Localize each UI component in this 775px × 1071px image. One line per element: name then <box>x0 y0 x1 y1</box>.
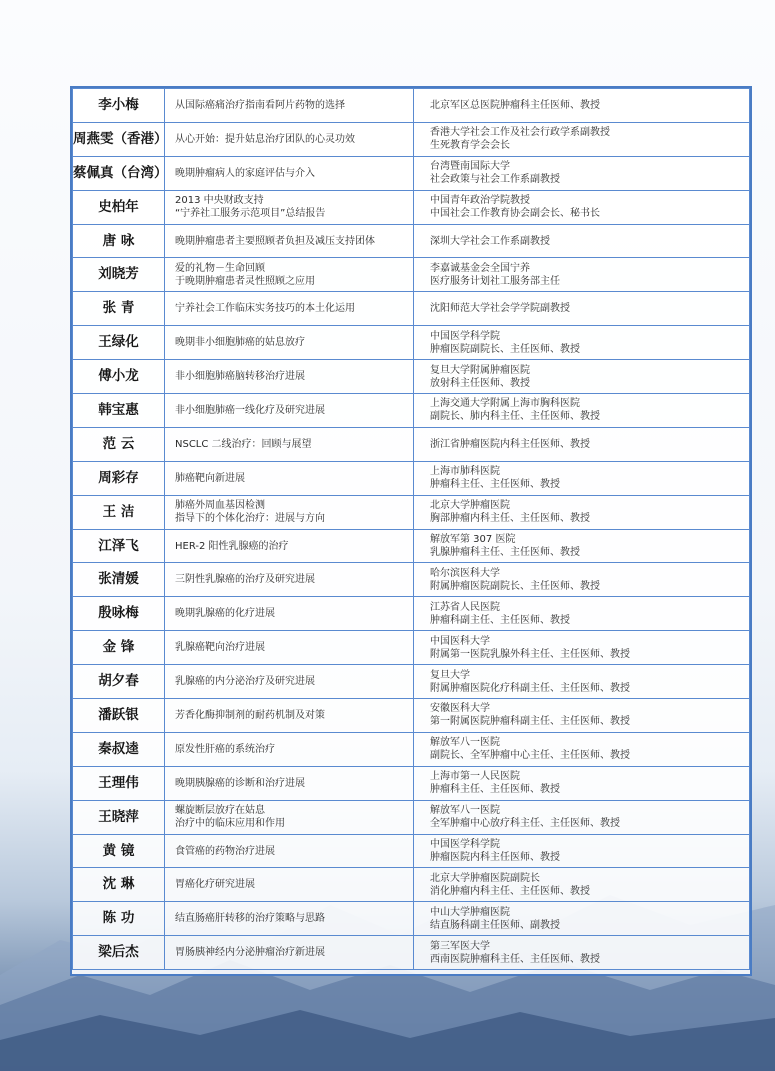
topic-line: 非小细胞肺癌脑转移治疗进展 <box>175 371 305 383</box>
topic-line: 宁养社会工作临床实务技巧的本土化运用 <box>175 303 355 315</box>
affiliation-line: 肿瘤科主任、主任医师、教授 <box>430 479 560 491</box>
topic-line: “宁养社工服务示范项目”总结报告 <box>175 208 326 220</box>
affiliation-line: 放射科主任医师、教授 <box>430 377 530 389</box>
lecture-topic <box>165 665 414 699</box>
table-row <box>73 427 750 461</box>
affiliation-line: 深圳大学社会工作系副教授 <box>430 235 550 247</box>
speaker-name: 殷咏梅 <box>73 597 165 631</box>
speaker-affiliation <box>414 495 750 529</box>
affiliation-line: 上海市第一人民医院 <box>430 771 520 783</box>
lecture-topic <box>165 427 414 461</box>
lecture-topic <box>165 326 414 360</box>
topic-line: 胃癌化疗研究进展 <box>175 879 255 891</box>
speaker-name: 周燕雯（香港） <box>73 122 165 156</box>
speaker-name: 蔡佩真（台湾） <box>73 156 165 190</box>
table-row <box>73 597 750 631</box>
topic-line: 晚期肿瘤患者主要照顾者负担及减压支持团体 <box>175 235 375 247</box>
speaker-affiliation <box>414 292 750 326</box>
speaker-affiliation <box>414 631 750 665</box>
topic-line: 结直肠癌肝转移的治疗策略与思路 <box>175 913 325 925</box>
speaker-name: 张 青 <box>73 292 165 326</box>
speaker-name: 潘跃银 <box>73 699 165 733</box>
lecture-topic <box>165 360 414 394</box>
table-row <box>73 631 750 665</box>
speaker-name: 李小梅 <box>73 89 165 123</box>
affiliation-line: 社会政策与社会工作系副教授 <box>430 174 560 186</box>
affiliation-line: 结直肠科副主任医师、副教授 <box>430 919 560 931</box>
lecture-topic <box>165 699 414 733</box>
lecture-topic <box>165 190 414 224</box>
speaker-affiliation <box>414 461 750 495</box>
affiliation-line: 北京军区总医院肿瘤科主任医师、教授 <box>430 99 600 111</box>
speaker-name: 金 锋 <box>73 631 165 665</box>
topic-line: 芳香化酶抑制剂的耐药机制及对策 <box>175 709 325 721</box>
topic-line: 于晚期肿瘤患者灵性照顾之应用 <box>175 275 315 287</box>
affiliation-line: 中国社会工作教育协会副会长、秘书长 <box>430 208 600 220</box>
table-row <box>73 766 750 800</box>
speaker-name: 刘晓芳 <box>73 258 165 292</box>
table-row <box>73 292 750 326</box>
speaker-affiliation <box>414 800 750 834</box>
speaker-name: 王绿化 <box>73 326 165 360</box>
lecture-topic <box>165 732 414 766</box>
speaker-affiliation <box>414 156 750 190</box>
lecture-topic <box>165 902 414 936</box>
affiliation-line: 附属第一医院乳腺外科主任、主任医师、教授 <box>430 648 630 660</box>
table-row <box>73 461 750 495</box>
affiliation-line: 肿瘤科主任、主任医师、教授 <box>430 784 560 796</box>
affiliation-line: 哈尔滨医科大学 <box>430 567 500 579</box>
topic-line: 晚期肿瘤病人的家庭评估与介入 <box>175 167 315 179</box>
affiliation-line: 浙江省肿瘤医院内科主任医师、教授 <box>430 438 590 450</box>
speaker-affiliation <box>414 427 750 461</box>
topic-line: 非小细胞肺癌一线化疗及研究进展 <box>175 404 325 416</box>
topic-line: 晚期非小细胞肺癌的姑息放疗 <box>175 337 305 349</box>
speaker-name: 王 洁 <box>73 495 165 529</box>
affiliation-line: 江苏省人民医院 <box>430 601 500 613</box>
speaker-name: 韩宝惠 <box>73 394 165 428</box>
topic-line: 治疗中的临床应用和作用 <box>175 818 285 830</box>
table-row <box>73 563 750 597</box>
topic-line: 2013 中央财政支持 <box>175 195 264 207</box>
lecture-topic <box>165 156 414 190</box>
speaker-name: 黄 镜 <box>73 834 165 868</box>
affiliation-line: 解放军第 307 医院 <box>430 534 516 546</box>
affiliation-line: 中山大学肿瘤医院 <box>430 906 510 918</box>
affiliation-line: 北京大学肿瘤医院副院长 <box>430 872 540 884</box>
speaker-affiliation <box>414 360 750 394</box>
affiliation-line: 副院长、肺内科主任、主任医师、教授 <box>430 411 600 423</box>
affiliation-line: 肿瘤科副主任、主任医师、教授 <box>430 614 570 626</box>
lecture-topic <box>165 834 414 868</box>
speaker-affiliation <box>414 529 750 563</box>
speaker-affiliation <box>414 394 750 428</box>
table-row <box>73 156 750 190</box>
table-row <box>73 394 750 428</box>
affiliation-line: 复旦大学附属肿瘤医院 <box>430 364 530 376</box>
affiliation-line: 附属肿瘤医院化疗科副主任、主任医师、教授 <box>430 682 630 694</box>
speaker-name: 陈 功 <box>73 902 165 936</box>
lecture-topic <box>165 394 414 428</box>
speaker-affiliation <box>414 190 750 224</box>
lecture-topic <box>165 122 414 156</box>
speaker-name: 胡夕春 <box>73 665 165 699</box>
speaker-name: 傅小龙 <box>73 360 165 394</box>
affiliation-line: 胸部肿瘤内科主任、主任医师、教授 <box>430 513 590 525</box>
speaker-affiliation <box>414 732 750 766</box>
lecture-topic <box>165 461 414 495</box>
table-row <box>73 190 750 224</box>
topic-line: 从心开始：提升姑息治疗团队的心灵功效 <box>175 133 355 145</box>
speaker-affiliation <box>414 258 750 292</box>
affiliation-line: 安徽医科大学 <box>430 703 490 715</box>
table-row <box>73 665 750 699</box>
affiliation-line: 肿瘤医院内科主任医师、教授 <box>430 852 560 864</box>
speaker-name: 秦叔逵 <box>73 732 165 766</box>
topic-line: 乳腺癌靶向治疗进展 <box>175 642 265 654</box>
speaker-name: 梁后杰 <box>73 936 165 970</box>
table-row <box>73 800 750 834</box>
speaker-affiliation <box>414 902 750 936</box>
table-row <box>73 360 750 394</box>
topic-line: 螺旋断层放疗在姑息 <box>175 805 265 817</box>
affiliation-line: 副院长、全军肿瘤中心主任、主任医师、教授 <box>430 750 630 762</box>
speaker-affiliation <box>414 122 750 156</box>
topic-line: 胃肠胰神经内分泌肿瘤治疗新进展 <box>175 947 325 959</box>
topic-line: 指导下的个体化治疗：进展与方向 <box>175 513 325 525</box>
table-row <box>73 732 750 766</box>
speaker-name: 江泽飞 <box>73 529 165 563</box>
affiliation-line: 北京大学肿瘤医院 <box>430 500 510 512</box>
table-row <box>73 224 750 258</box>
affiliation-line: 中国医科大学 <box>430 635 490 647</box>
speaker-name: 王理伟 <box>73 766 165 800</box>
affiliation-line: 沈阳师范大学社会学学院副教授 <box>430 303 570 315</box>
affiliation-line: 中国医学科学院 <box>430 330 500 342</box>
affiliation-line: 全军肿瘤中心放疗科主任、主任医师、教授 <box>430 818 620 830</box>
topic-line: 肺癌外周血基因检测 <box>175 500 265 512</box>
speaker-affiliation <box>414 936 750 970</box>
topic-line: 三阴性乳腺癌的治疗及研究进展 <box>175 574 315 586</box>
speaker-name: 唐 咏 <box>73 224 165 258</box>
speaker-name: 沈 琳 <box>73 868 165 902</box>
speaker-affiliation <box>414 766 750 800</box>
table-row <box>73 495 750 529</box>
table-row <box>73 868 750 902</box>
affiliation-line: 解放军八一医院 <box>430 805 500 817</box>
topic-line: 从国际癌痛治疗指南看阿片药物的选择 <box>175 99 345 111</box>
table-row <box>73 834 750 868</box>
affiliation-line: 中国青年政治学院教授 <box>430 195 530 207</box>
speaker-name: 张清媛 <box>73 563 165 597</box>
speaker-affiliation <box>414 326 750 360</box>
table-row <box>73 699 750 733</box>
lecture-topic <box>165 597 414 631</box>
lecture-topic <box>165 495 414 529</box>
table-row <box>73 258 750 292</box>
affiliation-line: 李嘉诚基金会全国宁养 <box>430 262 530 274</box>
speaker-affiliation <box>414 868 750 902</box>
lecture-topic <box>165 89 414 123</box>
speaker-affiliation <box>414 597 750 631</box>
affiliation-line: 中国医学科学院 <box>430 839 500 851</box>
topic-line: 食管癌的药物治疗进展 <box>175 845 275 857</box>
affiliation-line: 乳腺肿瘤科主任、主任医师、教授 <box>430 547 580 559</box>
affiliation-line: 肿瘤医院副院长、主任医师、教授 <box>430 343 580 355</box>
lecture-topic <box>165 258 414 292</box>
affiliation-line: 上海市肺科医院 <box>430 466 500 478</box>
speaker-affiliation <box>414 834 750 868</box>
lecture-topic <box>165 766 414 800</box>
lecture-topic <box>165 292 414 326</box>
table-row <box>73 122 750 156</box>
speaker-affiliation <box>414 224 750 258</box>
affiliation-line: 附属肿瘤医院副院长、主任医师、教授 <box>430 580 600 592</box>
speaker-name: 王晓萍 <box>73 800 165 834</box>
topic-line: 爱的礼物－生命回顾 <box>175 262 265 274</box>
topic-line: HER-2 阳性乳腺癌的治疗 <box>175 540 289 552</box>
lecture-topic <box>165 936 414 970</box>
topic-line: 晚期胰腺癌的诊断和治疗进展 <box>175 777 305 789</box>
affiliation-line: 香港大学社会工作及社会行政学系副教授 <box>430 127 610 139</box>
affiliation-line: 第三军医大学 <box>430 940 490 952</box>
speaker-affiliation <box>414 563 750 597</box>
affiliation-line: 解放军八一医院 <box>430 737 500 749</box>
speaker-table <box>72 88 750 970</box>
speaker-table-panel <box>70 86 752 976</box>
speaker-name: 史柏年 <box>73 190 165 224</box>
affiliation-line: 西南医院肿瘤科主任、主任医师、教授 <box>430 953 600 965</box>
lecture-topic <box>165 529 414 563</box>
speaker-affiliation <box>414 699 750 733</box>
affiliation-line: 消化肿瘤内科主任、主任医师、教授 <box>430 885 590 897</box>
lecture-topic <box>165 563 414 597</box>
table-row <box>73 89 750 123</box>
lecture-topic <box>165 224 414 258</box>
speaker-name: 周彩存 <box>73 461 165 495</box>
affiliation-line: 上海交通大学附属上海市胸科医院 <box>430 398 580 410</box>
topic-line: 乳腺癌的内分泌治疗及研究进展 <box>175 676 315 688</box>
affiliation-line: 医疗服务计划社工服务部主任 <box>430 275 560 287</box>
affiliation-line: 台湾暨南国际大学 <box>430 161 510 173</box>
table-row <box>73 326 750 360</box>
affiliation-line: 第一附属医院肿瘤科副主任、主任医师、教授 <box>430 716 630 728</box>
lecture-topic <box>165 868 414 902</box>
table-row <box>73 936 750 970</box>
table-row <box>73 529 750 563</box>
topic-line: 原发性肝癌的系统治疗 <box>175 743 275 755</box>
speaker-affiliation <box>414 665 750 699</box>
table-row <box>73 902 750 936</box>
speaker-affiliation <box>414 89 750 123</box>
affiliation-line: 生死教育学会会长 <box>430 140 510 152</box>
topic-line: 肺癌靶向新进展 <box>175 472 245 484</box>
lecture-topic <box>165 631 414 665</box>
affiliation-line: 复旦大学 <box>430 669 470 681</box>
topic-line: 晚期乳腺癌的化疗进展 <box>175 608 275 620</box>
topic-line: NSCLC 二线治疗：回顾与展望 <box>175 438 312 450</box>
lecture-topic <box>165 800 414 834</box>
speaker-name: 范 云 <box>73 427 165 461</box>
